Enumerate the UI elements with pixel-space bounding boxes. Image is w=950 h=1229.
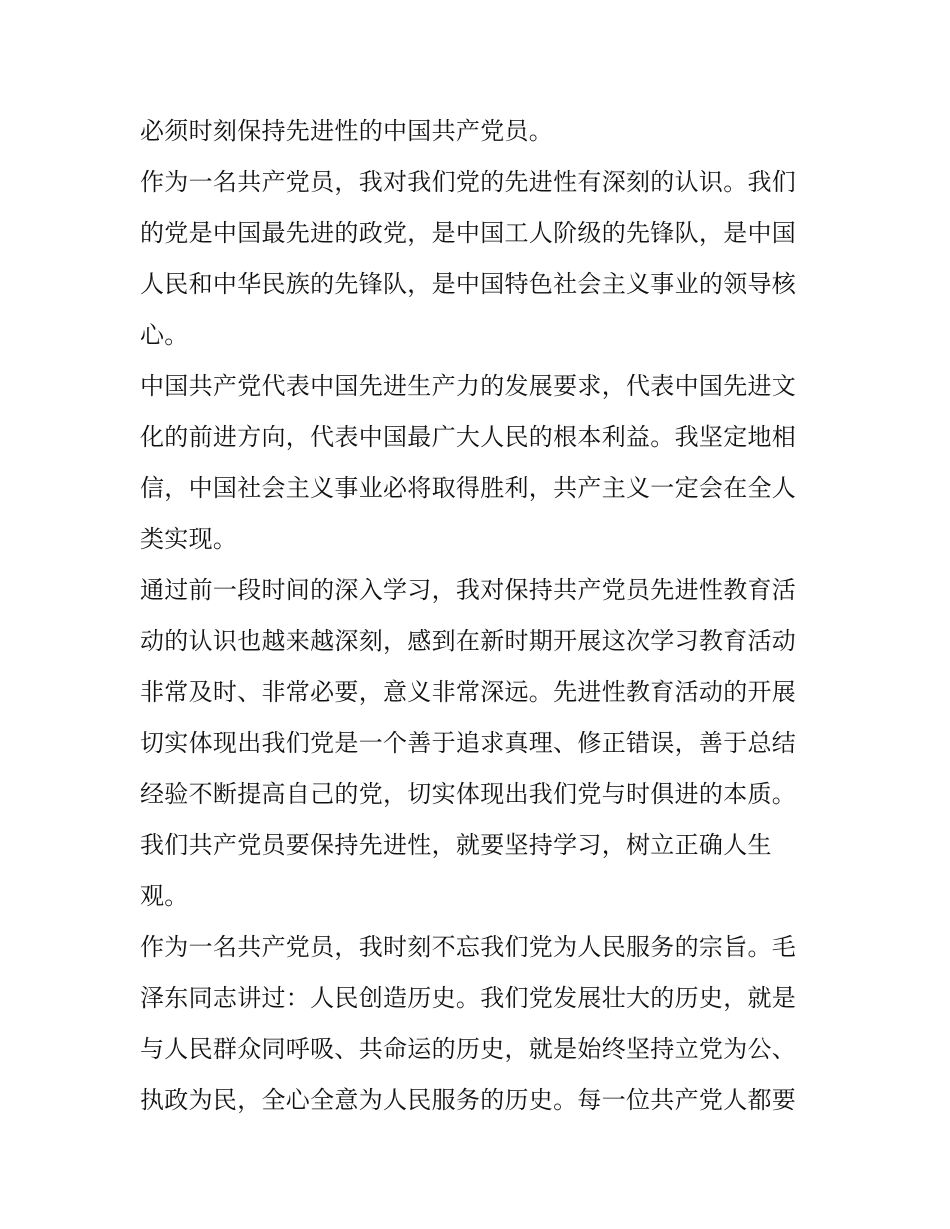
text-line: 观。 <box>140 882 189 910</box>
text-line: 动的认识也越来越深刻，感到在新时期开展这次学习教育活动 <box>140 627 797 655</box>
text-line: 心。 <box>140 321 189 349</box>
text-line: 人民和中华民族的先锋队，是中国特色社会主义事业的领导核 <box>140 270 797 298</box>
text-line: 我们共产党员要保持先进性，就要坚持学习，树立正确人生 <box>140 831 772 859</box>
text-line: 经验不断提高自己的党，切实体现出我们党与时俱进的本质。 <box>140 780 797 808</box>
text-line: 的党是中国最先进的政党，是中国工人阶级的先锋队，是中国 <box>140 219 797 247</box>
text-line: 执政为民，全心全意为人民服务的历史。每一位共产党人都要 <box>140 1086 797 1114</box>
text-line: 非常及时、非常必要，意义非常深远。先进性教育活动的开展 <box>140 678 797 706</box>
text-line: 通过前一段时间的深入学习，我对保持共产党员先进性教育活 <box>140 576 797 604</box>
body-text <box>140 106 820 1126</box>
text-line: 与人民群众同呼吸、共命运的历史，就是始终坚持立党为公、 <box>140 1035 797 1063</box>
text-line: 作为一名共产党员，我时刻不忘我们党为人民服务的宗旨。毛 <box>140 933 797 961</box>
text-line: 类实现。 <box>140 525 238 553</box>
text-line: 切实体现出我们党是一个善于追求真理、修正错误，善于总结 <box>140 729 797 757</box>
text-line: 泽东同志讲过：人民创造历史。我们党发展壮大的历史，就是 <box>140 984 797 1012</box>
text-line: 中国共产党代表中国先进生产力的发展要求，代表中国先进文 <box>140 372 797 400</box>
text-line: 化的前进方向，代表中国最广大人民的根本利益。我坚定地相 <box>140 423 797 451</box>
text-line: 信，中国社会主义事业必将取得胜利，共产主义一定会在全人 <box>140 474 797 502</box>
text-line: 作为一名共产党员，我对我们党的先进性有深刻的认识。我们 <box>140 168 797 196</box>
text-line: 必须时刻保持先进性的中国共产党员。 <box>140 117 554 145</box>
